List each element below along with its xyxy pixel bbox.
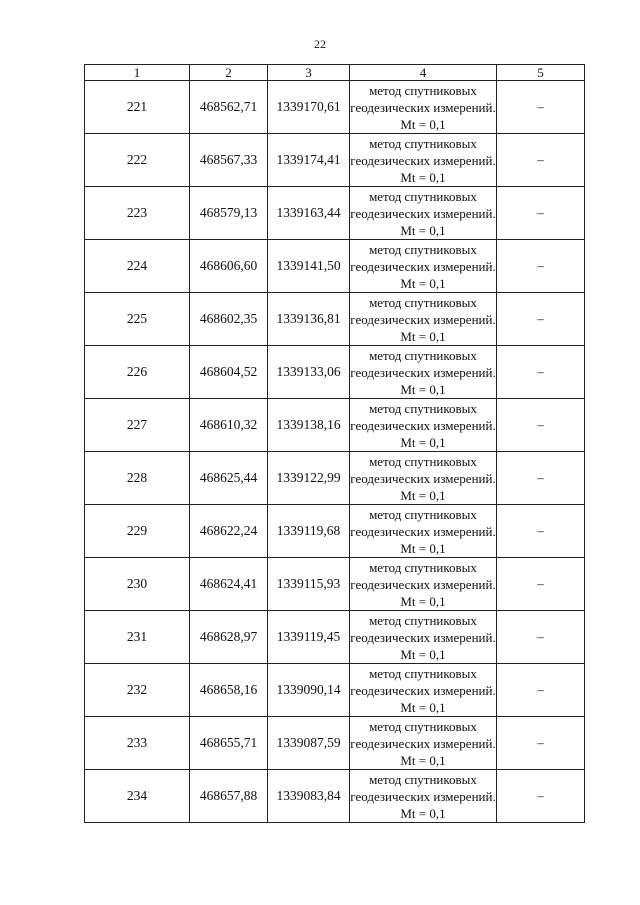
y-coordinate-cell: 1339138,16 [268, 399, 350, 452]
point-number-cell: 221 [85, 81, 190, 134]
point-number-cell: 232 [85, 664, 190, 717]
note-cell: – [497, 81, 585, 134]
method-cell: метод спутниковых геодезических измерений. Mt = 0,1 [350, 400, 496, 450]
x-coordinate-cell: 468606,60 [190, 240, 268, 293]
y-coordinate-cell: 1339119,68 [268, 505, 350, 558]
x-coordinate-cell: 468658,16 [190, 664, 268, 717]
column-header-1: 1 [85, 65, 190, 81]
x-coordinate-cell: 468604,52 [190, 346, 268, 399]
y-coordinate-cell: 1339163,44 [268, 187, 350, 240]
note-cell: – [497, 240, 585, 293]
x-coordinate-cell: 468657,88 [190, 770, 268, 823]
method-cell: метод спутниковых геодезических измерений. Mt = 0,1 [350, 188, 496, 238]
point-number-cell: 225 [85, 293, 190, 346]
y-coordinate-cell: 1339090,14 [268, 664, 350, 717]
table-row [85, 611, 585, 664]
y-coordinate-cell: 1339141,50 [268, 240, 350, 293]
table-row [85, 452, 585, 505]
table-header-row [85, 65, 585, 81]
table-row [85, 770, 585, 823]
method-cell: метод спутниковых геодезических измерений. Mt = 0,1 [350, 506, 496, 556]
method-cell: метод спутниковых геодезических измерений. Mt = 0,1 [350, 771, 496, 821]
note-cell: – [497, 717, 585, 770]
note-cell: – [497, 558, 585, 611]
note-cell: – [497, 505, 585, 558]
x-coordinate-cell: 468625,44 [190, 452, 268, 505]
table-row [85, 134, 585, 187]
note-cell: – [497, 134, 585, 187]
table-row [85, 399, 585, 452]
column-header-3: 3 [268, 65, 350, 81]
y-coordinate-cell: 1339119,45 [268, 611, 350, 664]
x-coordinate-cell: 468567,33 [190, 134, 268, 187]
point-number-cell: 226 [85, 346, 190, 399]
page-number: 22 [314, 37, 326, 51]
y-coordinate-cell: 1339115,93 [268, 558, 350, 611]
column-header-2: 2 [190, 65, 268, 81]
method-cell: метод спутниковых геодезических измерений. Mt = 0,1 [350, 559, 496, 609]
table-body [85, 81, 585, 823]
table-row [85, 81, 585, 134]
method-cell: метод спутниковых геодезических измерений. Mt = 0,1 [350, 241, 496, 291]
table-row [85, 505, 585, 558]
y-coordinate-cell: 1339170,61 [268, 81, 350, 134]
y-coordinate-cell: 1339136,81 [268, 293, 350, 346]
point-number-cell: 231 [85, 611, 190, 664]
point-number-cell: 227 [85, 399, 190, 452]
method-cell: метод спутниковых геодезических измерений. Mt = 0,1 [350, 453, 496, 503]
note-cell: – [497, 187, 585, 240]
y-coordinate-cell: 1339133,06 [268, 346, 350, 399]
table-row [85, 240, 585, 293]
x-coordinate-cell: 468579,13 [190, 187, 268, 240]
note-cell: – [497, 346, 585, 399]
table-row [85, 293, 585, 346]
column-header-4: 4 [350, 65, 497, 81]
point-number-cell: 223 [85, 187, 190, 240]
x-coordinate-cell: 468655,71 [190, 717, 268, 770]
note-cell: – [497, 611, 585, 664]
note-cell: – [497, 399, 585, 452]
table-row [85, 346, 585, 399]
x-coordinate-cell: 468602,35 [190, 293, 268, 346]
note-cell: – [497, 452, 585, 505]
method-cell: метод спутниковых геодезических измерений. Mt = 0,1 [350, 718, 496, 768]
method-cell: метод спутниковых геодезических измерений. Mt = 0,1 [350, 135, 496, 185]
table-row [85, 558, 585, 611]
note-cell: – [497, 770, 585, 823]
point-number-cell: 229 [85, 505, 190, 558]
y-coordinate-cell: 1339122,99 [268, 452, 350, 505]
point-number-cell: 222 [85, 134, 190, 187]
table-row [85, 664, 585, 717]
method-cell: метод спутниковых геодезических измерений. Mt = 0,1 [350, 347, 496, 397]
column-header-5: 5 [497, 65, 585, 81]
x-coordinate-cell: 468622,24 [190, 505, 268, 558]
note-cell: – [497, 293, 585, 346]
y-coordinate-cell: 1339174,41 [268, 134, 350, 187]
point-number-cell: 234 [85, 770, 190, 823]
table-row [85, 717, 585, 770]
coordinates-table [84, 64, 585, 823]
point-number-cell: 228 [85, 452, 190, 505]
method-cell: метод спутниковых геодезических измерений. Mt = 0,1 [350, 294, 496, 344]
note-cell: – [497, 664, 585, 717]
x-coordinate-cell: 468562,71 [190, 81, 268, 134]
x-coordinate-cell: 468628,97 [190, 611, 268, 664]
point-number-cell: 230 [85, 558, 190, 611]
method-cell: метод спутниковых геодезических измерений. Mt = 0,1 [350, 612, 496, 662]
y-coordinate-cell: 1339087,59 [268, 717, 350, 770]
method-cell: метод спутниковых геодезических измерений. Mt = 0,1 [350, 665, 496, 715]
method-cell: метод спутниковых геодезических измерений. Mt = 0,1 [350, 82, 496, 132]
point-number-cell: 224 [85, 240, 190, 293]
table-row [85, 187, 585, 240]
x-coordinate-cell: 468624,41 [190, 558, 268, 611]
point-number-cell: 233 [85, 717, 190, 770]
y-coordinate-cell: 1339083,84 [268, 770, 350, 823]
x-coordinate-cell: 468610,32 [190, 399, 268, 452]
